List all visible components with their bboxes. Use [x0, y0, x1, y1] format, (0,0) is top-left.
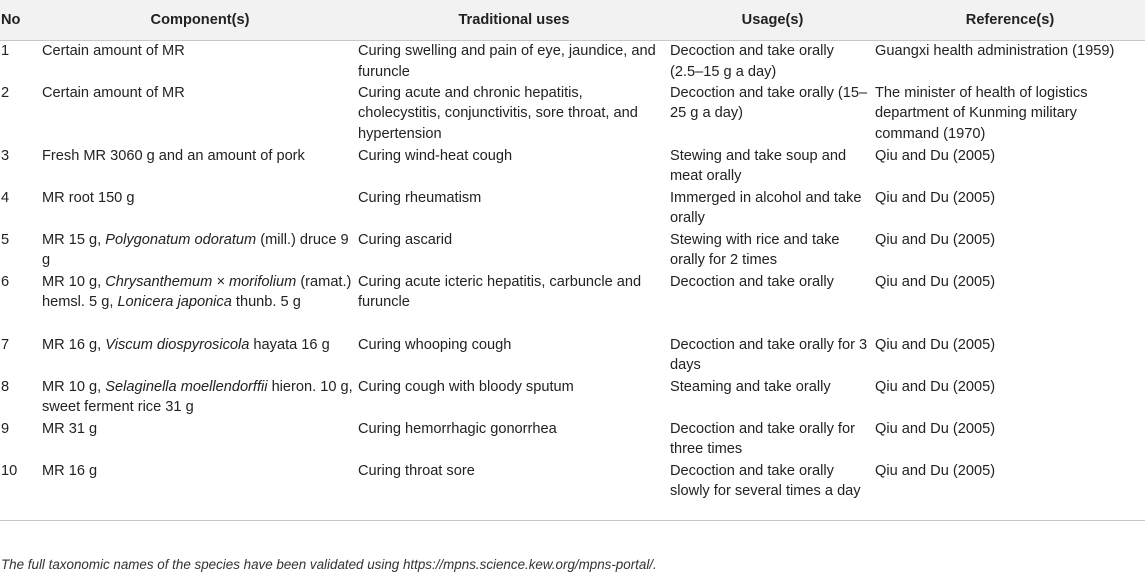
table-row — [0, 230, 1145, 272]
cell-usage: Stewing with rice and take orally for 2 times — [670, 231, 840, 268]
species-name: Selaginella moellendorffii — [105, 378, 268, 395]
table-body — [0, 41, 1145, 521]
cell-usage: Immerged in alcohol and take orally — [670, 189, 862, 226]
component-text: MR 10 g, — [42, 273, 106, 290]
cell-usage: Steaming and take orally — [670, 378, 831, 395]
component-text: Certain amount of MR — [42, 43, 185, 59]
cell-reference: The minister of health of logistics department of Kunming military command (1970) — [875, 84, 1088, 142]
cell-no: 10 — [0, 461, 42, 521]
cell-component — [42, 272, 358, 335]
component-text: (ramat.) hemsl. 5 g, — [42, 273, 352, 310]
cell-traditional-uses: Curing acute icteric hepatitis, carbuncle and furuncle — [358, 273, 642, 310]
table-row — [0, 461, 1145, 521]
cell-traditional-uses: Curing whooping cough — [358, 336, 512, 353]
species-name: Viscum diospyrosicola — [105, 336, 250, 353]
cell-traditional-uses: Curing wind-heat cough — [358, 147, 513, 164]
cell-no: 7 — [1, 336, 10, 353]
table-row — [0, 377, 1145, 419]
cell-reference: Guangxi health administration (1959) — [875, 43, 1115, 59]
cell-no: 5 — [1, 231, 10, 248]
component-text: hayata 16 g — [249, 336, 330, 353]
cell-traditional-uses: Curing acute and chronic hepatitis, cholecystitis, conjunctivitis, sore throat, and hypertension — [358, 84, 638, 142]
cell-traditional-uses: Curing swelling and pain of eye, jaundice, and furuncle — [358, 43, 656, 80]
header-references: Reference(s) — [875, 0, 1145, 41]
component-text: Certain amount of MR — [42, 84, 185, 101]
species-name: Polygonatum odoratum — [105, 231, 257, 248]
header-components: Component(s) — [42, 0, 358, 41]
component-text: MR root 150 g — [42, 189, 135, 206]
header-traditional-uses: Traditional uses — [358, 0, 670, 41]
cell-traditional-uses: Curing rheumatism — [358, 189, 482, 206]
component-text: MR 10 g, — [42, 378, 106, 395]
cell-component — [42, 419, 358, 461]
header-no: No — [0, 0, 42, 41]
header-row — [0, 0, 1145, 41]
cell-reference: Qiu and Du (2005) — [875, 231, 996, 248]
cell-component — [42, 41, 358, 83]
cell-component — [42, 461, 358, 521]
table-row — [0, 188, 1145, 230]
cell-traditional-uses: Curing ascarid — [358, 231, 453, 248]
cell-component — [42, 335, 358, 377]
cell-component — [42, 83, 358, 146]
cell-reference: Qiu and Du (2005) — [875, 273, 996, 290]
table-row — [0, 272, 1145, 335]
cell-reference: Qiu and Du (2005) — [875, 147, 996, 164]
component-text: Fresh MR 3060 g and an amount of pork — [42, 147, 305, 164]
cell-traditional-uses: Curing throat sore — [358, 461, 670, 521]
cell-no: 4 — [1, 189, 10, 206]
table-row — [0, 419, 1145, 461]
table-footnote: The full taxonomic names of the species have been validated using https://mpns.science.kew.org/mpns-portal/. — [1, 557, 657, 572]
cell-reference: Qiu and Du (2005) — [875, 420, 996, 437]
cell-no: 9 — [1, 420, 10, 437]
component-text: hieron. 10 g, sweet ferment rice 31 g — [42, 378, 353, 415]
cell-usage: Decoction and take orally (15–25 g a day) — [670, 84, 868, 121]
table-row — [0, 335, 1145, 377]
table-row — [0, 146, 1145, 188]
cell-no: 3 — [1, 147, 10, 164]
cell-component — [42, 230, 358, 272]
cell-usage: Decoction and take orally — [670, 273, 834, 290]
cell-traditional-uses: Curing hemorrhagic gonorrhea — [358, 420, 557, 437]
cell-usage: Decoction and take orally (2.5–15 g a day) — [670, 43, 834, 80]
component-text: thunb. 5 g — [231, 294, 301, 310]
component-text: MR 15 g, — [42, 231, 106, 248]
table-row — [0, 83, 1145, 146]
species-name: Chrysanthemum × morifolium — [105, 273, 297, 290]
cell-reference: Qiu and Du (2005) — [875, 461, 1145, 521]
cell-reference: Qiu and Du (2005) — [875, 378, 996, 395]
cell-no: 6 — [1, 273, 10, 290]
cell-no: 1 — [1, 43, 10, 59]
cell-no: 2 — [1, 84, 10, 101]
cell-component — [42, 188, 358, 230]
header-usages: Usage(s) — [670, 0, 875, 41]
cell-reference: Qiu and Du (2005) — [875, 189, 996, 206]
component-text: MR 16 g, — [42, 336, 106, 353]
component-text: MR 31 g — [42, 420, 98, 437]
cell-component — [42, 146, 358, 188]
component-text: (mill.) druce 9 g — [42, 231, 349, 268]
cell-reference: Qiu and Du (2005) — [875, 336, 996, 353]
table-row — [0, 41, 1145, 83]
cell-no: 8 — [1, 378, 10, 395]
component-text: MR 16 g — [42, 462, 98, 479]
species-name: Lonicera japonica — [117, 294, 232, 310]
cell-usage: Decoction and take orally for 3 days — [670, 336, 868, 373]
cell-traditional-uses: Curing cough with bloody sputum — [358, 378, 574, 395]
cell-component — [42, 377, 358, 419]
cell-usage: Decoction and take orally for three times — [670, 420, 855, 457]
cell-usage: Decoction and take orally slowly for several times a day — [670, 461, 875, 521]
cell-usage: Stewing and take soup and meat orally — [670, 147, 847, 184]
